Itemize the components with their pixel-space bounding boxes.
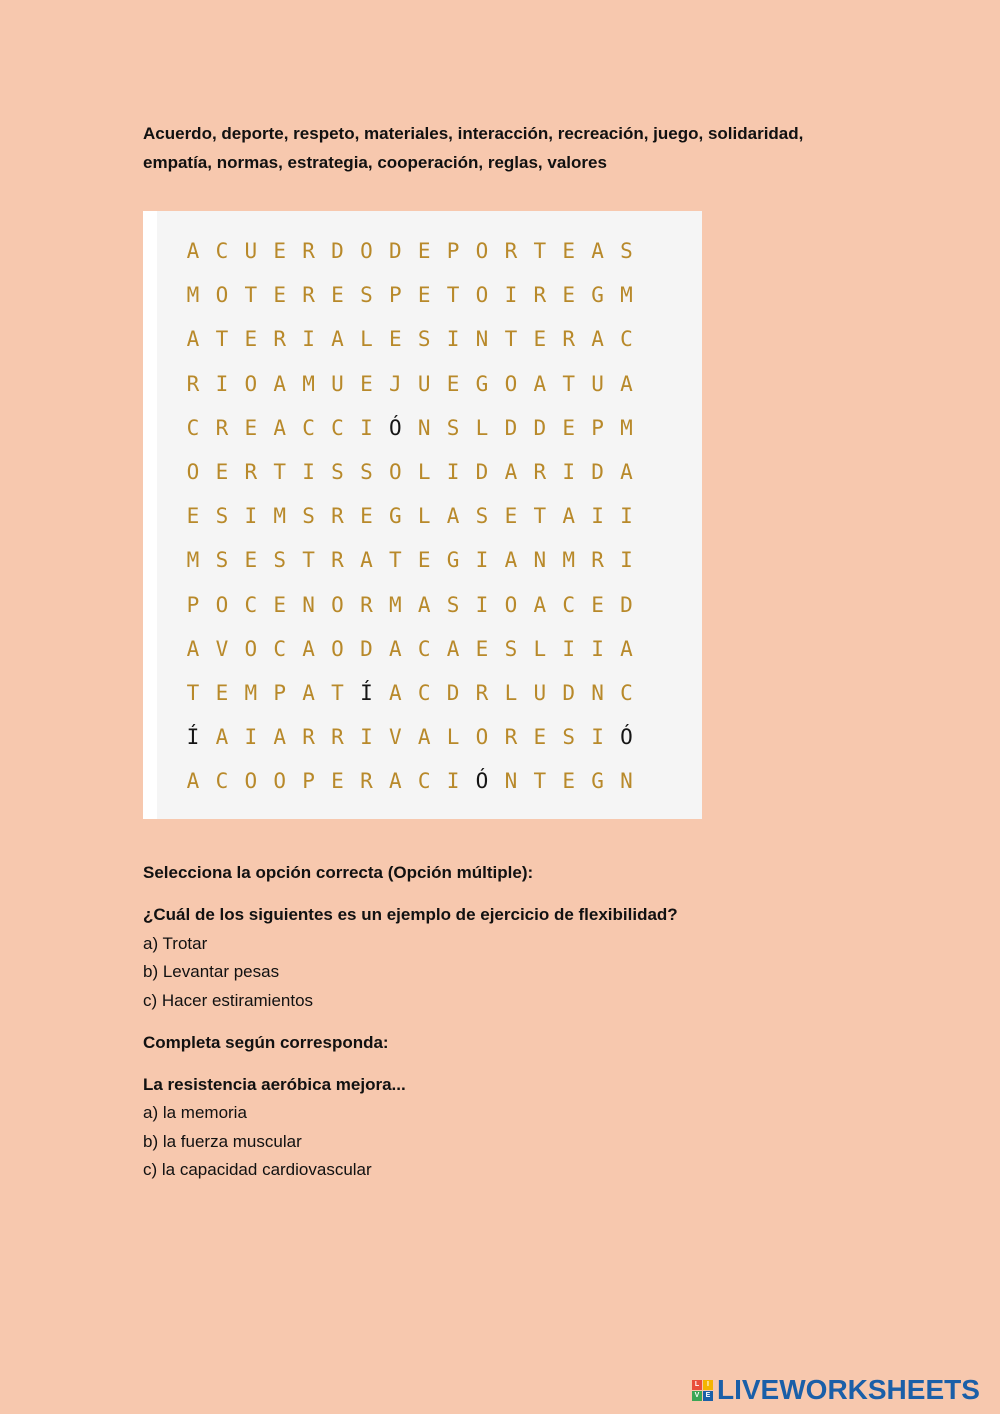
grid-cell[interactable]: R (533, 283, 547, 308)
grid-cell[interactable]: I (446, 327, 460, 352)
grid-cell[interactable]: S (331, 460, 344, 484)
grid-cell[interactable]: E (417, 283, 431, 308)
grid-cell[interactable]: T (562, 371, 576, 396)
grid-cell[interactable]: D (331, 239, 344, 263)
grid-cell[interactable]: V (388, 725, 402, 750)
grid-cell[interactable]: O (360, 239, 373, 263)
grid-cell[interactable]: C (417, 681, 431, 705)
grid-cell[interactable]: E (533, 327, 547, 352)
grid-cell[interactable]: A (417, 592, 431, 617)
grid-cell[interactable]: R (302, 239, 315, 263)
grid-cell[interactable]: A (186, 769, 200, 794)
grid-cell[interactable]: E (446, 371, 460, 396)
grid-row (143, 413, 702, 443)
grid-cell[interactable]: Ó (620, 725, 633, 750)
grid-cell[interactable]: L (533, 636, 547, 661)
grid-cell[interactable]: R (331, 504, 344, 529)
grid-cell[interactable]: A (504, 460, 518, 484)
grid-cell[interactable]: C (331, 415, 344, 440)
grid-cell[interactable]: G (446, 548, 460, 573)
grid-cell[interactable]: P (273, 681, 287, 705)
grid-cell[interactable]: T (533, 769, 547, 794)
grid-cell[interactable]: T (446, 283, 460, 308)
grid-cell[interactable]: T (533, 504, 547, 529)
logo-mark-letter: V (692, 1391, 702, 1401)
grid-cell[interactable]: I (244, 725, 258, 750)
logo-mark-letter: E (703, 1391, 713, 1401)
grid-cell[interactable]: A (186, 327, 200, 352)
grid-cell[interactable]: C (215, 239, 229, 263)
grid-cell[interactable]: R (360, 769, 373, 794)
grid-cell[interactable]: E (562, 769, 576, 794)
grid-cell[interactable]: M (620, 415, 633, 440)
grid-cell[interactable]: O (186, 460, 200, 484)
grid-cell[interactable]: N (475, 327, 489, 352)
q1-option-b[interactable]: b) Levantar pesas (143, 962, 280, 981)
grid-cell[interactable]: G (591, 283, 604, 308)
grid-cell[interactable]: S (620, 239, 633, 263)
grid-cell[interactable]: D (562, 681, 576, 705)
grid-cell[interactable]: I (302, 327, 315, 352)
logo-text: LIVEWORKSHEETS (717, 1374, 980, 1405)
grid-cell[interactable]: U (331, 371, 344, 396)
grid-cell[interactable]: E (360, 371, 373, 396)
grid-cell[interactable]: Ó (388, 415, 402, 440)
grid-cell[interactable]: C (620, 327, 633, 352)
grid-cell[interactable]: I (620, 504, 633, 529)
logo-mark-icon (692, 1380, 713, 1401)
grid-cell[interactable]: M (186, 548, 200, 573)
question-2: La resistencia aeróbica mejora... (143, 1075, 406, 1094)
grid-cell[interactable]: S (360, 283, 373, 308)
grid-cell[interactable]: A (273, 725, 287, 750)
grid-cell[interactable]: R (302, 283, 315, 308)
grid-cell[interactable]: M (273, 504, 287, 529)
grid-cell[interactable]: A (446, 636, 460, 661)
grid-row (143, 678, 702, 708)
grid-cell[interactable]: A (331, 327, 344, 352)
grid-cell[interactable]: P (388, 283, 402, 308)
grid-cell[interactable]: O (504, 592, 518, 617)
grid-cell[interactable]: D (446, 681, 460, 705)
grid-cell[interactable]: T (186, 681, 200, 705)
grid-cell[interactable]: S (215, 504, 229, 529)
grid-cell[interactable]: Ó (475, 769, 489, 794)
grid-cell[interactable]: D (620, 592, 633, 617)
grid-row (143, 369, 702, 399)
grid-cell[interactable]: G (591, 769, 604, 794)
grid-cell[interactable]: D (591, 460, 604, 484)
grid-cell[interactable]: R (360, 592, 373, 617)
grid-cell[interactable]: E (360, 504, 373, 529)
grid-cell[interactable]: A (620, 636, 633, 661)
grid-row (143, 280, 702, 310)
grid-cell[interactable]: I (360, 415, 373, 440)
grid-cell[interactable]: Í (186, 725, 200, 750)
grid-row (143, 766, 702, 796)
grid-cell[interactable]: R (533, 460, 547, 484)
grid-cell[interactable]: L (446, 725, 460, 750)
grid-cell[interactable]: S (215, 548, 229, 573)
q1-option-c[interactable]: c) Hacer estiramientos (143, 991, 314, 1010)
grid-cell[interactable]: O (244, 636, 258, 661)
grid-cell[interactable]: A (186, 636, 200, 661)
grid-cell[interactable]: I (591, 504, 604, 529)
grid-cell[interactable]: E (562, 415, 576, 440)
grid-cell[interactable]: L (417, 504, 431, 529)
word-list: Acuerdo, deporte, respeto, materiales, interacción, recreación, juego, solidaridad, empatía, normas, estrategia, cooperación, reglas, valores (143, 124, 804, 172)
grid-cell[interactable]: R (504, 239, 518, 263)
grid-cell[interactable]: C (620, 681, 633, 705)
grid-cell[interactable]: A (388, 636, 402, 661)
grid-cell[interactable]: E (562, 239, 576, 263)
grid-cell[interactable]: C (417, 636, 431, 661)
grid-cell[interactable]: I (504, 283, 518, 308)
grid-cell[interactable]: A (417, 725, 431, 750)
grid-cell[interactable]: E (562, 283, 576, 308)
grid-cell[interactable]: T (302, 548, 315, 573)
grid-cell[interactable]: E (273, 592, 287, 617)
grid-cell[interactable]: A (533, 592, 547, 617)
grid-cell[interactable]: A (446, 504, 460, 529)
grid-cell[interactable]: E (273, 283, 287, 308)
grid-cell[interactable]: R (186, 371, 200, 396)
grid-cell[interactable]: T (331, 681, 344, 705)
grid-cell[interactable]: I (215, 371, 229, 396)
grid-cell[interactable]: S (562, 725, 576, 750)
grid-cell[interactable]: N (417, 415, 431, 440)
grid-cell[interactable]: N (302, 592, 315, 617)
grid-cell[interactable]: R (562, 327, 576, 352)
grid-cell[interactable]: G (475, 371, 489, 396)
grid-cell[interactable]: S (475, 504, 489, 529)
grid-row (143, 634, 702, 664)
grid-cell[interactable]: D (475, 460, 489, 484)
grid-cell[interactable]: C (244, 592, 258, 617)
grid-cell[interactable]: O (504, 371, 518, 396)
grid-cell[interactable]: T (244, 283, 258, 308)
grid-cell[interactable]: E (186, 504, 200, 529)
grid-cell[interactable]: C (273, 636, 287, 661)
grid-cell[interactable]: D (360, 636, 373, 661)
grid-cell[interactable]: A (273, 371, 287, 396)
grid-cell[interactable]: E (273, 239, 287, 263)
grid-row (143, 457, 702, 487)
grid-row (143, 722, 702, 752)
grid-cell[interactable]: S (360, 460, 373, 484)
section-title-complete: Completa según corresponda: (143, 1033, 389, 1052)
logo-mark-letter: I (703, 1380, 713, 1390)
grid-cell[interactable]: A (620, 371, 633, 396)
grid-cell[interactable]: R (591, 548, 604, 573)
grid-cell[interactable]: A (360, 548, 373, 573)
grid-cell[interactable]: P (186, 592, 200, 617)
grid-row (143, 236, 702, 266)
grid-cell[interactable]: J (388, 371, 402, 396)
grid-cell[interactable]: R (302, 725, 315, 750)
grid-cell[interactable]: U (417, 371, 431, 396)
grid-cell[interactable]: E (417, 239, 431, 263)
grid-cell[interactable]: E (244, 327, 258, 352)
word-search-grid[interactable] (143, 211, 702, 819)
grid-cell[interactable]: M (186, 283, 200, 308)
grid-cell[interactable]: S (446, 592, 460, 617)
grid-cell[interactable]: O (215, 592, 229, 617)
grid-cell[interactable]: R (504, 725, 518, 750)
word-search-puzzle (143, 211, 702, 819)
grid-row (143, 590, 702, 620)
grid-cell[interactable]: R (331, 548, 344, 573)
grid-cell[interactable]: C (215, 769, 229, 794)
grid-cell[interactable]: R (475, 681, 489, 705)
grid-cell[interactable]: S (446, 415, 460, 440)
grid-cell[interactable]: I (446, 769, 460, 794)
grid-cell[interactable]: M (244, 681, 258, 705)
grid-cell[interactable]: E (331, 283, 344, 308)
grid-cell[interactable]: O (244, 769, 258, 794)
grid-cell[interactable]: E (533, 725, 547, 750)
q2-option-b[interactable]: b) la fuerza muscular (143, 1132, 302, 1151)
grid-cell[interactable]: I (562, 636, 576, 661)
grid-cell[interactable]: A (388, 769, 402, 794)
section-title-multiple-choice: Selecciona la opción correcta (Opción múltiple): (143, 863, 534, 882)
grid-cell[interactable]: E (215, 460, 229, 484)
grid-cell[interactable]: A (562, 504, 576, 529)
grid-cell[interactable]: E (504, 504, 518, 529)
grid-cell[interactable]: E (475, 636, 489, 661)
grid-cell[interactable]: N (591, 681, 604, 705)
grid-cell[interactable]: D (533, 415, 547, 440)
grid-cell[interactable]: R (244, 460, 258, 484)
grid-cell[interactable]: A (388, 681, 402, 705)
logo-mark-letter: L (692, 1380, 702, 1390)
grid-cell[interactable]: E (591, 592, 604, 617)
grid-cell[interactable]: A (620, 460, 633, 484)
grid-cell[interactable]: M (562, 548, 576, 573)
grid-row (143, 545, 702, 575)
grid-cell[interactable]: I (302, 460, 315, 484)
grid-cell[interactable]: S (417, 327, 431, 352)
grid-cell[interactable]: U (591, 371, 604, 396)
grid-cell[interactable]: S (302, 504, 315, 529)
grid-cell[interactable]: I (475, 548, 489, 573)
grid-cell[interactable]: O (331, 636, 344, 661)
q2-option-c[interactable]: c) la capacidad cardiovascular (143, 1160, 372, 1179)
grid-cell[interactable]: S (504, 636, 518, 661)
grid-cell[interactable]: C (417, 769, 431, 794)
grid-cell[interactable]: T (215, 327, 229, 352)
grid-cell[interactable]: E (215, 681, 229, 705)
grid-cell[interactable]: C (562, 592, 576, 617)
grid-cell[interactable]: N (620, 769, 633, 794)
grid-cell[interactable]: E (244, 415, 258, 440)
grid-cell[interactable]: V (215, 636, 229, 661)
grid-cell[interactable]: D (388, 239, 402, 263)
grid-cell[interactable]: C (302, 415, 315, 440)
grid-cell[interactable]: Í (360, 681, 373, 705)
grid-cell[interactable]: P (446, 239, 460, 263)
grid-cell[interactable]: L (417, 460, 431, 484)
grid-cell[interactable]: T (388, 548, 402, 573)
grid-cell[interactable]: M (388, 592, 402, 617)
grid-cell[interactable]: I (446, 460, 460, 484)
grid-cell[interactable]: M (620, 283, 633, 308)
grid-cell[interactable]: L (475, 415, 489, 440)
q1-option-a[interactable]: a) Trotar (143, 934, 208, 953)
grid-cell[interactable]: E (331, 769, 344, 794)
grid-cell[interactable]: D (504, 415, 518, 440)
grid-row (143, 324, 702, 354)
grid-cell[interactable]: O (273, 769, 287, 794)
grid-cell[interactable]: A (591, 327, 604, 352)
grid-cell[interactable]: A (302, 681, 315, 705)
grid-cell[interactable]: E (244, 548, 258, 573)
grid-cell[interactable]: M (302, 371, 315, 396)
grid-cell[interactable]: N (504, 769, 518, 794)
grid-cell[interactable]: T (273, 460, 287, 484)
grid-cell[interactable]: I (562, 460, 576, 484)
grid-cell[interactable]: A (302, 636, 315, 661)
grid-cell[interactable]: L (360, 327, 373, 352)
grid-cell[interactable]: A (273, 415, 287, 440)
grid-cell[interactable]: U (244, 239, 258, 263)
grid-cell[interactable]: A (504, 548, 518, 573)
grid-cell[interactable]: P (302, 769, 315, 794)
grid-cell[interactable]: T (504, 327, 518, 352)
grid-cell[interactable]: I (360, 725, 373, 750)
grid-cell[interactable]: O (475, 725, 489, 750)
grid-cell[interactable]: E (388, 327, 402, 352)
grid-cell[interactable]: O (475, 283, 489, 308)
grid-cell[interactable]: T (533, 239, 547, 263)
grid-cell[interactable]: G (388, 504, 402, 529)
grid-cell[interactable]: A (533, 371, 547, 396)
grid-cell[interactable]: S (273, 548, 287, 573)
grid-cell[interactable]: R (273, 327, 287, 352)
grid-cell[interactable]: I (620, 548, 633, 573)
grid-cell[interactable]: O (244, 371, 258, 396)
grid-cell[interactable]: P (591, 415, 604, 440)
grid-cell[interactable]: R (331, 725, 344, 750)
grid-row (143, 501, 702, 531)
grid-cell[interactable]: C (186, 415, 200, 440)
grid-cell[interactable]: I (591, 636, 604, 661)
question-1: ¿Cuál de los siguientes es un ejemplo de ejercicio de flexibilidad? (143, 905, 678, 924)
grid-cell[interactable]: O (331, 592, 344, 617)
grid-cell[interactable]: U (533, 681, 547, 705)
grid-cell[interactable]: I (244, 504, 258, 529)
grid-cell[interactable]: R (215, 415, 229, 440)
grid-cell[interactable]: A (186, 239, 200, 263)
liveworksheets-logo (692, 1374, 980, 1406)
grid-cell[interactable]: A (591, 239, 604, 263)
grid-cell[interactable]: L (504, 681, 518, 705)
grid-cell[interactable]: N (533, 548, 547, 573)
grid-cell[interactable]: O (475, 239, 489, 263)
grid-cell[interactable]: O (388, 460, 402, 484)
grid-cell[interactable]: O (215, 283, 229, 308)
grid-cell[interactable]: I (591, 725, 604, 750)
q2-option-a[interactable]: a) la memoria (143, 1103, 247, 1122)
grid-cell[interactable]: E (417, 548, 431, 573)
grid-cell[interactable]: A (215, 725, 229, 750)
grid-cell[interactable]: I (475, 592, 489, 617)
